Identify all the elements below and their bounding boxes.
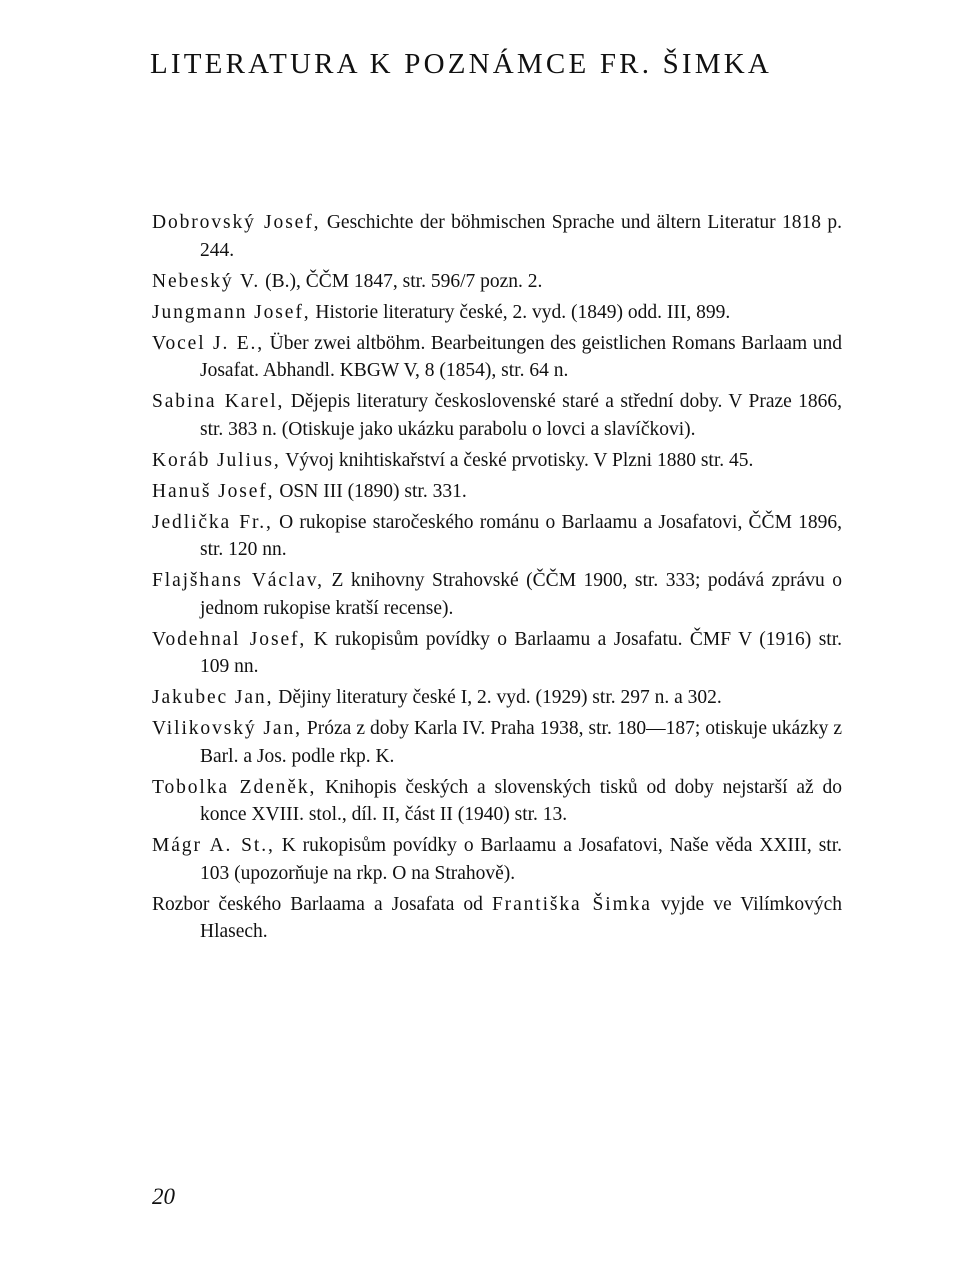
page-number: 20: [152, 1184, 175, 1209]
bibliography-entry: [152, 567, 842, 622]
entry-author: Nebeský V.: [152, 270, 261, 292]
entry-text: K rukopisům povídky o Barlaamu a Josafatu. ČMF V (1916) str. 109 nn.: [200, 628, 842, 677]
entry-text: Próza z doby Karla IV. Praha 1938, str. 180—187; otiskuje ukázky z Barl. a Jos. podle rkp. K.: [200, 718, 843, 767]
entry-text: O rukopise staročeského románu o Barlaamu a Josafatovi, ČČM 1896, str. 120 nn.: [200, 511, 843, 560]
entry-text: Knihopis českých a slovenských tisků od doby nejstarší až do konce XVIII. stol., díl. II, část II (1940) str. 13.: [200, 776, 842, 825]
bibliography-entry: [152, 268, 842, 296]
entry-text: K rukopisům povídky o Barlaamu a Josafatovi, Naše věda XXIII, str. 103 (upozorňuje na rkp. O na Strahově).: [200, 835, 842, 884]
entry-author: Tobolka Zdeněk,: [152, 776, 317, 798]
bibliography-entry: [152, 447, 842, 475]
entry-author: Vilikovský Jan,: [152, 718, 302, 739]
bibliography-entry: [152, 832, 842, 887]
entry-author: Dobrovský Josef,: [152, 212, 321, 233]
entry-text: Z knihovny Strahovské (ČČM 1900, str. 333; podává zprávu o jednom rukopise kratší recense).: [200, 570, 842, 619]
entry-text: Dějepis literatury československé staré a střední doby. V Praze 1866, str. 383 n. (Otiskuje jako ukázku parabolu o lovci a slavíčkovi).: [200, 391, 843, 440]
entry-author: Mágr A. St.,: [152, 835, 275, 856]
bibliography-entry: [152, 330, 842, 385]
bibliography-entry: [152, 299, 842, 327]
entry-text: OSN III (1890) str. 331.: [279, 480, 467, 502]
bibliography-entry: [152, 388, 842, 443]
closing-note: [152, 891, 842, 946]
entry-text: (B.), ČČM 1847, str. 596/7 pozn. 2.: [265, 270, 543, 292]
bibliography-entry: [152, 509, 842, 564]
bibliography-entry: [152, 478, 842, 506]
entry-author: Jakubec Jan,: [152, 687, 274, 708]
entry-author: Jedlička Fr.,: [152, 511, 273, 533]
entry-author: Vodehnal Josef,: [152, 628, 307, 650]
entry-author: Jungmann Josef,: [152, 301, 311, 323]
entry-text: Über zwei altböhm. Bearbeitungen des geistlichen Romans Barlaam und Josafat. Abhandl. KBGW V, 8 (1854), str. 64 n.: [200, 332, 843, 381]
bibliography-entry: [152, 774, 842, 829]
entry-text: Dějiny literatury české I, 2. vyd. (1929) str. 297 n. a 302.: [278, 687, 722, 708]
entry-text: Historie literatury české, 2. vyd. (1849) odd. III, 899.: [315, 301, 731, 323]
bibliography-list: [152, 209, 842, 949]
entry-author: Hanuš Josef,: [152, 480, 275, 502]
entry-author: Sabina Karel,: [152, 391, 285, 412]
closing-text-before: Rozbor českého Barlaama a Josafata od: [152, 893, 483, 915]
bibliography-entry: [152, 209, 842, 264]
bibliography-entry: [152, 684, 842, 712]
entry-text: Vývoj knihtiskařství a české prvotisky. V Plzni 1880 str. 45.: [285, 449, 754, 471]
entry-author: Vocel J. E.,: [152, 332, 265, 354]
entry-author: Koráb Julius,: [152, 449, 281, 471]
entry-author: Flajšhans Václav,: [152, 570, 324, 591]
entry-text: Geschichte der böhmischen Sprache und ältern Literatur 1818 p. 244.: [200, 212, 843, 261]
bibliography-entry: [152, 626, 842, 681]
page-title: LITERATURA K POZNÁMCE FR. ŠIMKA: [150, 48, 773, 80]
bibliography-entry: [152, 715, 842, 770]
closing-text-after: vyjde ve Vilímkových Hlasech.: [200, 893, 843, 942]
closing-author-name: Františka Šimka: [491, 893, 652, 915]
